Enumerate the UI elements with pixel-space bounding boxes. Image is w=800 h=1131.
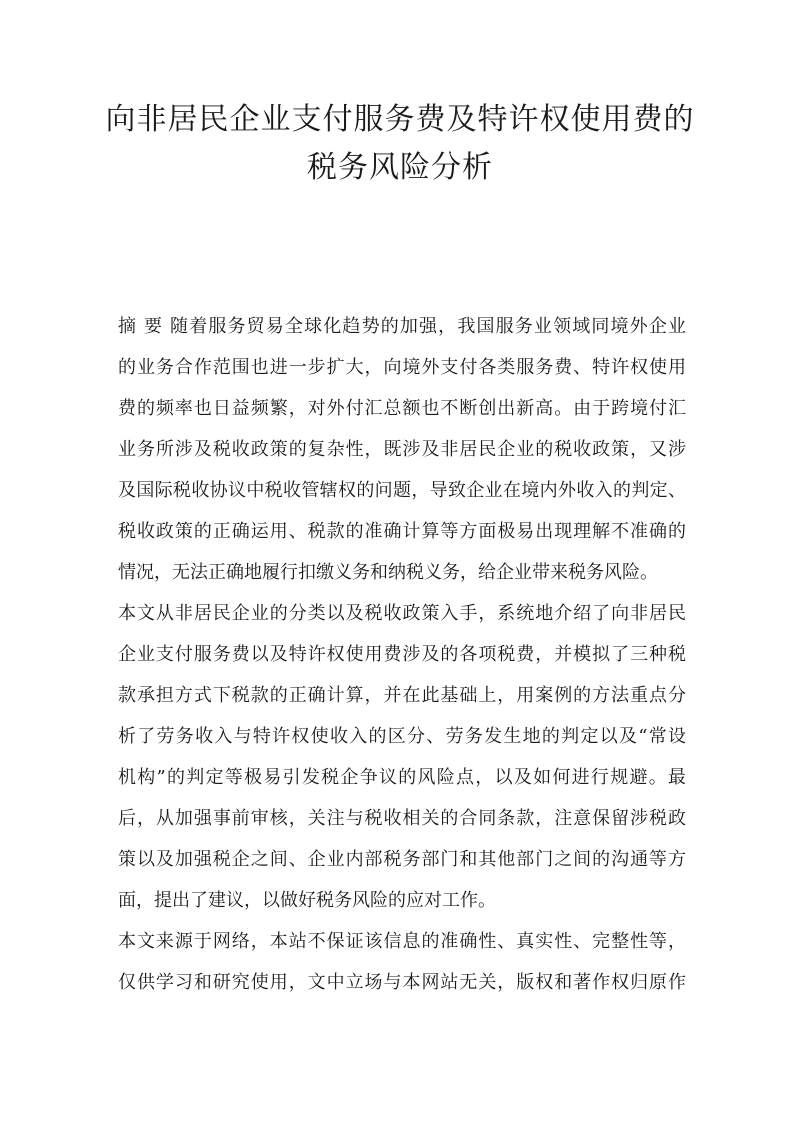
abstract-line: 情况，无法正确地履行扣缴义务和纳税义务，给企业带来税务风险。: [118, 562, 658, 583]
document-title: [60, 96, 740, 192]
abstract-line: 费的频率也日益频繁，对外付汇总额也不断创出新高。由于跨境付汇: [118, 398, 686, 419]
abstract-line: 及国际税收协议中税收管辖权的问题，导致企业在境内外收入的判定、: [118, 480, 686, 501]
abstract-line: 策以及加强税企之间、企业内部税务部门和其他部门之间的沟通等方: [118, 849, 686, 870]
abstract-line: 后，从加强事前审核，关注与税收相关的合同条款，注意保留涉税政: [118, 808, 686, 829]
abstract-line: 本文从非居民企业的分类以及税收政策入手，系统地介绍了向非居民: [118, 603, 686, 624]
abstract-line: 面，提出了建议，以做好税务风险的应对工作。: [118, 890, 496, 911]
disclaimer-line: 仅供学习和研究使用，文中立场与本网站无关，版权和著作权归原作: [118, 972, 686, 993]
abstract-line: 摘 要 随着服务贸易全球化趋势的加强，我国服务业领域同境外企业: [118, 316, 686, 337]
abstract-line: 的业务合作范围也进一步扩大，向境外支付各类服务费、特许权使用: [118, 357, 686, 378]
abstract-body: [118, 306, 686, 1003]
abstract-line: 款承担方式下税款的正确计算，并在此基础上，用案例的方法重点分: [118, 685, 686, 706]
abstract-line: 业务所涉及税收政策的复杂性，既涉及非居民企业的税收政策，又涉: [118, 439, 686, 460]
disclaimer-line: 本文来源于网络，本站不保证该信息的准确性、真实性、完整性等，: [118, 931, 686, 952]
abstract-line: 税收政策的正确运用、税款的准确计算等方面极易出现理解不准确的: [118, 521, 686, 542]
abstract-line: 析了劳务收入与特许权使收入的区分、劳务发生地的判定以及“常设: [118, 726, 686, 747]
title-line-2: 税务风险分析: [307, 150, 493, 185]
title-line-1: 向非居民企业支付服务费及特许权使用费的: [105, 102, 695, 137]
abstract-line: 机构”的判定等极易引发税企争议的风险点，以及如何进行规避。最: [118, 767, 686, 788]
abstract-line: 企业支付服务费以及特许权使用费涉及的各项税费，并模拟了三种税: [118, 644, 686, 665]
